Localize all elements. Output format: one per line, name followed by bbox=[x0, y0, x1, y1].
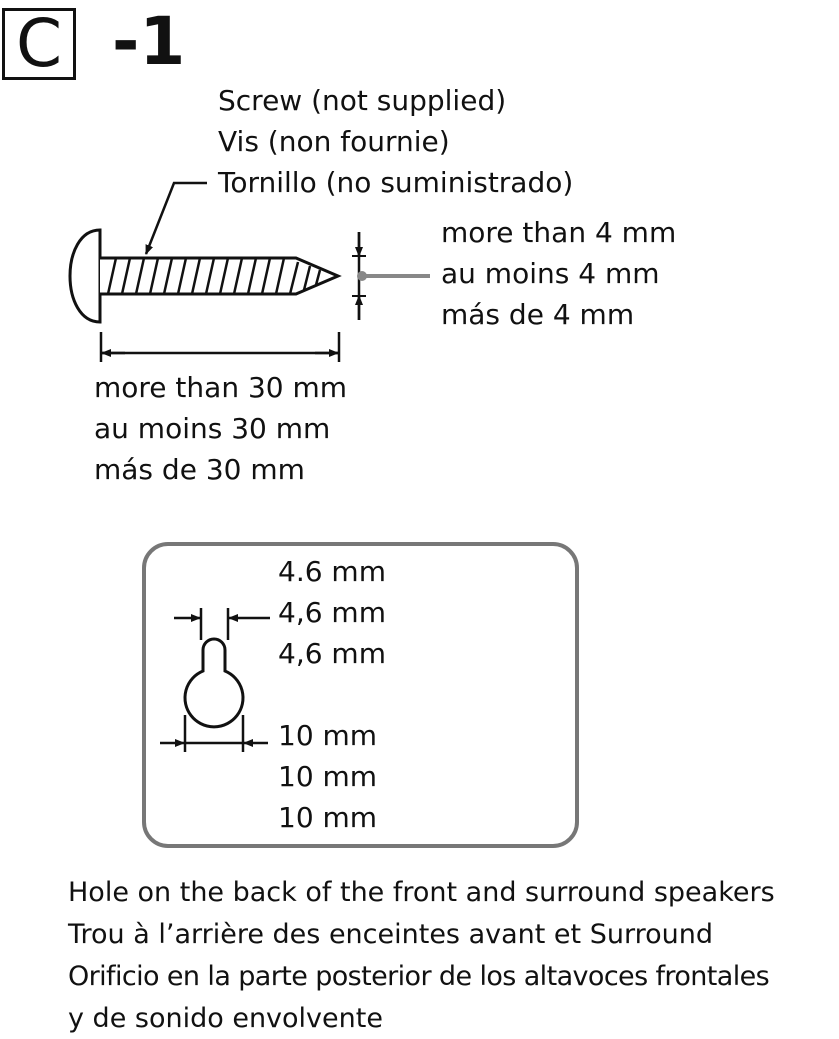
screw-label-line-1: Screw (not supplied) bbox=[218, 84, 507, 117]
length-label-line-3: más de 30 mm bbox=[94, 453, 305, 486]
caption-line-3: Orificio en la parte posterior de los altavoces frontales bbox=[68, 961, 770, 992]
caption-line-1: Hole on the back of the front and surround speakers bbox=[68, 877, 775, 908]
diameter-label-line-2: au moins 4 mm bbox=[441, 257, 660, 290]
hole-width-line-3: 10 mm bbox=[278, 801, 378, 834]
slot-width-line-2: 4,6 mm bbox=[278, 596, 386, 629]
figure-number: -1 bbox=[112, 3, 186, 80]
caption-line-4: y de sonido envolvente bbox=[68, 1003, 383, 1034]
hole-width-line-2: 10 mm bbox=[278, 760, 378, 793]
slot-width-line-3: 4,6 mm bbox=[278, 637, 386, 670]
diameter-label-line-3: más de 4 mm bbox=[441, 298, 635, 331]
keyhole-shape bbox=[185, 639, 243, 727]
slot-width-line-1: 4.6 mm bbox=[278, 555, 386, 588]
hole-width-line-1: 10 mm bbox=[278, 719, 378, 752]
caption-line-2: Trou à l’arrière des enceintes avant et Surround bbox=[68, 919, 713, 950]
section-letter-box: C bbox=[2, 8, 76, 80]
length-label-line-1: more than 30 mm bbox=[94, 371, 348, 404]
screw-label-line-3: Tornillo (no suministrado) bbox=[218, 166, 574, 199]
screw-label-line-2: Vis (non fournie) bbox=[218, 125, 450, 158]
diameter-label-line-1: more than 4 mm bbox=[441, 216, 677, 249]
length-label-line-2: au moins 30 mm bbox=[94, 412, 331, 445]
